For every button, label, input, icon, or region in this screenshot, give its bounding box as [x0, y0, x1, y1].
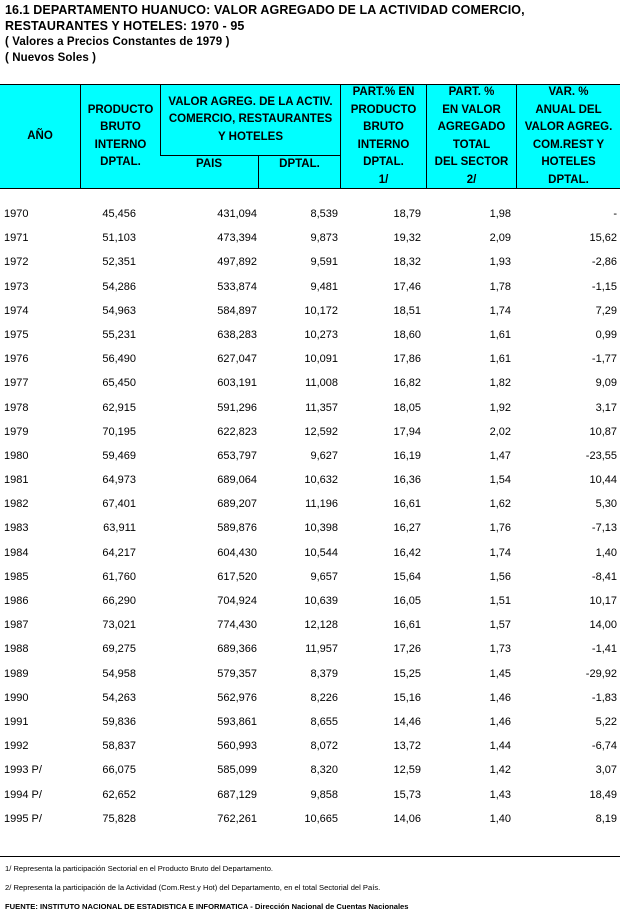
var-cell: -1,15	[591, 280, 617, 293]
dptal-cell: 10,398	[304, 522, 338, 535]
source-note: FUENTE: INSTITUTO NACIONAL DE ESTADISTICA E INFORMATICA - Dirección Nacional de Cuentas Nacionales	[5, 902, 409, 911]
header-part-pbi-line: DPTAL.	[363, 156, 404, 168]
var-cell: 3,07	[595, 764, 617, 777]
pais-cell: 562,976	[217, 691, 257, 704]
table-row	[0, 208, 621, 232]
part-pbi-cell: 18,60	[393, 328, 421, 341]
header-pbi-line: INTERNO	[94, 138, 147, 151]
dptal-cell: 12,128	[304, 619, 338, 632]
dptal-cell: 8,655	[310, 715, 338, 728]
dptal-cell: 10,665	[304, 812, 338, 825]
header-pbi-line: DPTAL.	[100, 156, 141, 168]
part-pbi-cell: 16,42	[393, 546, 421, 559]
dptal-cell: 10,632	[304, 474, 338, 487]
part-pbi-cell: 16,27	[393, 522, 421, 535]
pais-cell: 593,861	[217, 715, 257, 728]
header-valor-line: Y HOTELES	[218, 130, 283, 143]
pais-cell: 653,797	[217, 449, 257, 462]
part-pbi-cell: 14,46	[393, 715, 421, 728]
var-cell: -1,77	[591, 353, 617, 366]
part-sector-cell: 1,61	[489, 353, 511, 366]
part-sector-cell: 1,74	[489, 304, 511, 317]
dptal-cell: 10,544	[304, 546, 338, 559]
dptal-cell: 8,379	[310, 667, 338, 680]
table-row	[0, 619, 621, 643]
header-pbi-line: PRODUCTO	[87, 103, 154, 116]
pbi-cell: 66,075	[102, 764, 136, 777]
footnote-2: 2/ Representa la participación de la Actividad (Com.Rest.y Hot) del Departamento, en el total Sectorial del País.	[5, 883, 381, 892]
part-pbi-cell: 15,73	[393, 788, 421, 801]
year-cell: 1988	[4, 643, 29, 656]
table-row	[0, 643, 621, 667]
part-sector-cell: 2,09	[489, 232, 511, 245]
year-cell: 1980	[4, 449, 29, 462]
pbi-cell: 55,231	[102, 328, 136, 341]
header-var-line: HOTELES	[541, 156, 596, 168]
pbi-cell: 64,217	[102, 546, 136, 559]
pbi-cell: 45,456	[102, 208, 136, 220]
part-sector-cell: 1,44	[489, 740, 511, 753]
part-pbi-cell: 18,51	[393, 304, 421, 317]
var-cell: -6,74	[591, 740, 617, 753]
header-year-label: AÑO	[27, 129, 53, 142]
part-pbi-cell: 16,61	[393, 498, 421, 511]
year-cell: 1985	[4, 570, 29, 583]
var-cell: -	[613, 208, 617, 220]
pais-cell: 774,430	[217, 619, 257, 632]
year-cell: 1970	[4, 208, 29, 220]
year-cell: 1990	[4, 691, 29, 704]
dptal-cell: 12,592	[304, 425, 338, 438]
part-pbi-cell: 17,46	[393, 280, 421, 293]
dptal-cell: 9,873	[310, 232, 338, 245]
pais-cell: 604,430	[217, 546, 257, 559]
part-sector-cell: 1,46	[489, 715, 511, 728]
title-line-1: 16.1 DEPARTAMENTO HUANUCO: VALOR AGREGADO DE LA ACTIVIDAD COMERCIO,	[5, 3, 525, 17]
pais-cell: 638,283	[217, 328, 257, 341]
part-pbi-cell: 16,05	[393, 595, 421, 607]
table-row	[0, 305, 621, 329]
var-cell: 1,40	[595, 546, 617, 559]
part-sector-cell: 1,93	[489, 256, 511, 269]
var-cell: 15,62	[589, 232, 617, 245]
year-cell: 1978	[4, 401, 29, 414]
year-cell: 1976	[4, 353, 29, 366]
part-sector-cell: 1,51	[489, 595, 511, 607]
table-row	[0, 256, 621, 280]
table-row	[0, 353, 621, 377]
pbi-cell: 52,351	[102, 256, 136, 269]
pais-cell: 431,094	[217, 208, 257, 220]
pbi-cell: 54,958	[102, 667, 136, 680]
pbi-cell: 51,103	[102, 232, 136, 245]
part-sector-cell: 1,40	[489, 812, 511, 825]
pbi-cell: 65,450	[102, 377, 136, 390]
var-cell: 7,29	[595, 304, 617, 317]
year-cell: 1983	[4, 522, 29, 535]
table-row	[0, 740, 621, 764]
var-cell: -29,92	[585, 667, 617, 680]
table-row	[0, 474, 621, 498]
part-pbi-cell: 17,86	[393, 353, 421, 366]
header-part-sector-line: EN VALOR	[442, 103, 501, 116]
var-cell: 9,09	[595, 377, 617, 390]
var-cell: -1,83	[591, 691, 617, 704]
header-dptal-label: DPTAL.	[279, 158, 320, 170]
year-cell: 1987	[4, 619, 29, 632]
table-row	[0, 498, 621, 522]
dptal-cell: 10,273	[304, 328, 338, 341]
pbi-cell: 73,021	[102, 619, 136, 632]
header-part-sector-line: TOTAL	[452, 138, 491, 151]
part-sector-cell: 1,43	[489, 788, 511, 801]
var-cell: -7,13	[591, 522, 617, 535]
pais-cell: 689,064	[217, 474, 257, 487]
pais-cell: 533,874	[217, 280, 257, 293]
var-cell: 10,87	[589, 425, 617, 438]
year-cell: 1975	[4, 328, 29, 341]
header-var-line: COM.REST Y	[532, 138, 605, 151]
var-cell: 18,49	[589, 788, 617, 801]
header-pais-label: PAIS	[196, 158, 222, 170]
dptal-cell: 11,957	[305, 643, 338, 656]
part-sector-cell: 1,45	[489, 667, 511, 680]
header-part-pbi-line: BRUTO	[363, 121, 404, 133]
header-valor-line: VALOR AGREG. DE LA ACTIV.	[168, 95, 333, 108]
year-cell: 1986	[4, 595, 29, 607]
pbi-cell: 59,469	[102, 449, 136, 462]
var-cell: 10,17	[589, 595, 617, 607]
dptal-cell: 10,172	[304, 304, 338, 317]
pais-cell: 627,047	[217, 353, 257, 366]
footnotes	[5, 864, 409, 912]
dptal-cell: 9,591	[310, 256, 338, 269]
year-cell: 1977	[4, 377, 29, 390]
part-pbi-cell: 17,26	[393, 643, 421, 656]
pbi-cell: 56,490	[102, 353, 136, 366]
header-var-line: ANUAL DEL	[535, 103, 602, 116]
part-pbi-cell: 16,61	[393, 619, 421, 632]
title-line-4: ( Nuevos Soles )	[5, 52, 97, 64]
pbi-cell: 66,290	[102, 595, 136, 607]
pais-cell: 603,191	[217, 377, 257, 390]
header-part-pbi	[340, 85, 426, 188]
dptal-cell: 11,008	[305, 377, 338, 390]
part-sector-cell: 1,74	[489, 546, 511, 559]
year-cell: 1989	[4, 667, 29, 680]
header-part-pbi-line: INTERNO	[357, 138, 410, 151]
part-sector-cell: 1,62	[489, 498, 511, 511]
table-row	[0, 668, 621, 692]
footnote-1: 1/ Representa la participación Sectorial en el Producto Bruto del Departamento.	[5, 864, 274, 873]
title-line-3: ( Valores a Precios Constantes de 1979 )	[5, 36, 230, 48]
year-cell: 1995 P/	[4, 812, 42, 825]
header-pbi	[80, 85, 160, 188]
pbi-cell: 54,263	[102, 691, 136, 704]
part-pbi-cell: 13,72	[393, 740, 421, 753]
var-cell: -8,41	[591, 570, 617, 583]
pais-cell: 622,823	[217, 425, 257, 438]
year-cell: 1991	[4, 715, 29, 728]
year-cell: 1972	[4, 256, 29, 269]
header-part-pbi-line: PRODUCTO	[350, 103, 417, 116]
pais-cell: 584,897	[217, 304, 257, 317]
part-pbi-cell: 16,36	[393, 474, 421, 487]
part-sector-cell: 1,73	[489, 643, 511, 656]
pbi-cell: 62,652	[102, 788, 136, 801]
var-cell: 10,44	[589, 474, 617, 487]
table-row	[0, 789, 621, 813]
pbi-cell: 64,973	[102, 474, 136, 487]
part-pbi-cell: 15,16	[393, 691, 421, 704]
pais-cell: 687,129	[217, 788, 257, 801]
pais-cell: 589,876	[217, 522, 257, 535]
part-sector-cell: 1,47	[489, 449, 511, 462]
part-pbi-cell: 15,64	[393, 570, 421, 583]
pbi-cell: 54,963	[102, 304, 136, 317]
dptal-cell: 8,539	[310, 208, 338, 220]
pbi-cell: 62,915	[102, 401, 136, 414]
header-valor-line: COMERCIO, RESTAURANTES	[168, 113, 333, 126]
header-dptal	[258, 156, 340, 189]
part-sector-cell: 1,98	[489, 208, 511, 220]
part-sector-cell: 2,02	[489, 425, 511, 438]
var-cell: -23,55	[585, 449, 617, 462]
dptal-cell: 10,639	[304, 595, 338, 607]
table-row	[0, 813, 621, 837]
part-pbi-cell: 17,94	[393, 425, 421, 438]
year-cell: 1982	[4, 498, 29, 511]
part-pbi-cell: 18,05	[393, 401, 421, 414]
table-row	[0, 329, 621, 353]
pais-cell: 497,892	[217, 256, 257, 269]
part-sector-cell: 1,42	[489, 764, 511, 777]
year-cell: 1993 P/	[4, 764, 42, 777]
table-row	[0, 595, 621, 619]
part-pbi-cell: 19,32	[393, 232, 421, 245]
header-var	[516, 85, 620, 188]
header-var-line: DPTAL.	[548, 173, 589, 186]
dptal-cell: 9,858	[310, 788, 338, 801]
year-cell: 1974	[4, 304, 29, 317]
var-cell: 5,22	[595, 715, 617, 728]
table-row	[0, 522, 621, 546]
dptal-cell: 8,226	[310, 691, 338, 704]
header-part-sector	[426, 85, 516, 188]
year-cell: 1984	[4, 546, 29, 559]
table-row	[0, 764, 621, 788]
part-pbi-cell: 16,19	[393, 449, 421, 462]
var-cell: 14,00	[589, 619, 617, 632]
part-pbi-cell: 18,32	[393, 256, 421, 269]
table-row	[0, 692, 621, 716]
header-part-sector-line: AGREGADO	[437, 121, 506, 133]
dptal-cell: 10,091	[304, 353, 338, 366]
table-row	[0, 232, 621, 256]
table-row	[0, 426, 621, 450]
header-pbi-line: BRUTO	[100, 121, 141, 133]
dptal-cell: 9,627	[310, 449, 338, 462]
part-pbi-cell: 16,82	[393, 377, 421, 390]
year-cell: 1994 P/	[4, 788, 42, 801]
table-row	[0, 402, 621, 426]
header-var-line: VAR. %	[548, 86, 589, 98]
pais-cell: 579,357	[217, 667, 257, 680]
dptal-cell: 9,481	[310, 280, 338, 293]
header-part-pbi-line: PART.% EN	[352, 86, 415, 98]
header-pais	[160, 156, 258, 189]
pbi-cell: 70,195	[102, 425, 136, 438]
part-pbi-cell: 15,25	[393, 667, 421, 680]
part-sector-cell: 1,76	[489, 522, 511, 535]
header-var-line: VALOR AGREG.	[524, 121, 613, 133]
part-sector-cell: 1,61	[489, 328, 511, 341]
table-row	[0, 547, 621, 571]
pais-cell: 585,099	[217, 764, 257, 777]
header-part-pbi-line: 1/	[378, 173, 389, 186]
pais-cell: 560,993	[217, 740, 257, 753]
table-row	[0, 281, 621, 305]
year-cell: 1973	[4, 280, 29, 293]
pais-cell: 689,366	[217, 643, 257, 656]
part-sector-cell: 1,57	[489, 619, 511, 632]
header-part-sector-line: 2/	[466, 173, 477, 186]
var-cell: 5,30	[595, 498, 617, 511]
var-cell: -1,41	[591, 643, 617, 656]
dptal-cell: 8,072	[310, 740, 338, 753]
part-sector-cell: 1,92	[489, 401, 511, 414]
table-header	[0, 84, 620, 189]
var-cell: 0,99	[595, 328, 617, 341]
pais-cell: 762,261	[217, 812, 257, 825]
pbi-cell: 58,837	[102, 740, 136, 753]
part-pbi-cell: 14,06	[393, 812, 421, 825]
table-row	[0, 450, 621, 474]
table-title-block	[5, 2, 525, 66]
pbi-cell: 69,275	[102, 643, 136, 656]
var-cell: 8,19	[595, 812, 617, 825]
pbi-cell: 75,828	[102, 812, 136, 825]
part-sector-cell: 1,46	[489, 691, 511, 704]
var-cell: 3,17	[595, 401, 617, 414]
year-cell: 1981	[4, 474, 29, 487]
var-cell: -2,86	[591, 256, 617, 269]
pbi-cell: 67,401	[102, 498, 136, 511]
pais-cell: 591,296	[217, 401, 257, 414]
part-sector-cell: 1,56	[489, 570, 511, 583]
pbi-cell: 59,836	[102, 715, 136, 728]
dptal-cell: 8,320	[310, 764, 338, 777]
year-cell: 1992	[4, 740, 29, 753]
dptal-cell: 11,357	[305, 401, 338, 414]
header-valor-agregado	[160, 85, 340, 155]
table-row	[0, 571, 621, 595]
pbi-cell: 61,760	[102, 570, 136, 583]
pais-cell: 704,924	[217, 595, 257, 607]
table-body	[0, 208, 621, 837]
part-sector-cell: 1,54	[489, 474, 511, 487]
header-valor-subcolumns	[160, 155, 340, 189]
dptal-cell: 11,196	[305, 498, 338, 511]
pais-cell: 689,207	[217, 498, 257, 511]
part-sector-cell: 1,78	[489, 280, 511, 293]
header-part-sector-line: DEL SECTOR	[434, 156, 509, 168]
pais-cell: 473,394	[217, 232, 257, 245]
pbi-cell: 54,286	[102, 280, 136, 293]
dptal-cell: 9,657	[310, 570, 338, 583]
footer-divider	[0, 856, 620, 857]
header-part-sector-line: PART. %	[448, 86, 495, 98]
header-year	[0, 85, 80, 188]
title-line-2: RESTAURANTES Y HOTELES: 1970 - 95	[5, 19, 245, 33]
part-pbi-cell: 18,79	[393, 208, 421, 220]
part-pbi-cell: 12,59	[393, 764, 421, 777]
table-row	[0, 716, 621, 740]
table-row	[0, 377, 621, 401]
year-cell: 1979	[4, 425, 29, 438]
pais-cell: 617,520	[217, 570, 257, 583]
year-cell: 1971	[4, 232, 29, 245]
part-sector-cell: 1,82	[489, 377, 511, 390]
pbi-cell: 63,911	[103, 522, 136, 535]
